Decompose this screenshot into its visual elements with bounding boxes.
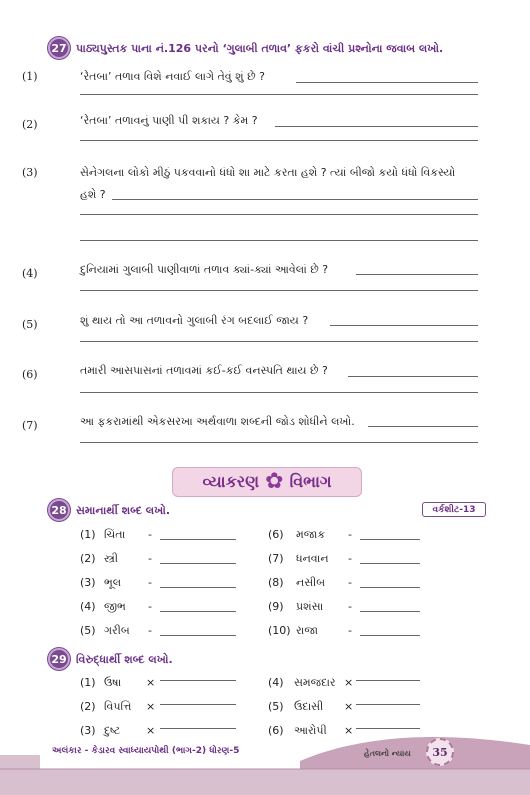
synonym-item-word: નસીબ — [296, 576, 326, 589]
section-27-number: 27 — [48, 37, 70, 59]
answer-line[interactable] — [296, 82, 478, 83]
answer-line[interactable] — [356, 728, 420, 729]
dash-separator: - — [348, 552, 352, 565]
question-7-number: (7) — [22, 419, 38, 432]
question-6-number: (6) — [22, 368, 38, 381]
cross-separator: × — [146, 724, 156, 737]
answer-line[interactable] — [160, 539, 236, 540]
synonym-item-number: (8) — [268, 576, 284, 589]
answer-line[interactable] — [330, 325, 478, 326]
section-29-number: 29 — [48, 648, 70, 670]
lotus-icon: ✿ — [265, 469, 284, 494]
section-28-title: સમાનાર્થી શબ્દ લખો. — [76, 504, 171, 517]
synonym-item-word: ચિંતા — [104, 528, 126, 541]
question-3-text-continued: હશે ? — [80, 188, 106, 201]
question-3-number: (3) — [22, 166, 38, 179]
antonym-item-number: (1) — [80, 676, 96, 689]
antonym-item-word: વિપત્તિ — [104, 700, 132, 713]
answer-line[interactable] — [356, 274, 478, 275]
synonym-item-word: મજાક — [296, 528, 326, 541]
answer-line[interactable] — [112, 199, 478, 200]
answer-line[interactable] — [80, 290, 478, 291]
answer-line[interactable] — [360, 563, 420, 564]
answer-line[interactable] — [160, 611, 236, 612]
synonym-item-number: (9) — [268, 600, 284, 613]
dash-separator: - — [348, 528, 352, 541]
question-5-number: (5) — [22, 318, 38, 331]
synonym-item-number: (10) — [268, 624, 291, 637]
banner-left-word: વ્યાકરણ — [202, 472, 260, 491]
antonym-item-number: (5) — [268, 700, 284, 713]
synonym-item-number: (5) — [80, 624, 96, 637]
dash-separator: - — [148, 576, 152, 589]
answer-line[interactable] — [356, 704, 420, 705]
answer-line[interactable] — [368, 426, 478, 427]
synonym-item-word: સ્ત્રી — [104, 552, 118, 565]
synonym-item-number: (1) — [80, 528, 96, 541]
answer-line[interactable] — [80, 392, 478, 393]
synonym-item-word: ગરીબ — [104, 624, 130, 637]
answer-line[interactable] — [80, 442, 478, 443]
answer-line[interactable] — [360, 611, 420, 612]
section-28-number: 28 — [48, 499, 70, 521]
cross-separator: × — [146, 700, 156, 713]
section-29-title: વિરુદ્ધાર્થી શબ્દ લખો. — [76, 653, 173, 666]
antonym-item-word: આરોપી — [294, 724, 327, 737]
dash-separator: - — [348, 576, 352, 589]
question-4-text: દુનિયામાં ગુલાબી પાણીવાળાં તળાવ ક્યાં-ક્યાં આવેલાં છે ? — [80, 263, 329, 276]
question-2-number: (2) — [22, 118, 38, 131]
antonym-item-word: દુષ્ટ — [104, 724, 121, 737]
cross-separator: × — [344, 700, 354, 713]
synonym-item-number: (3) — [80, 576, 96, 589]
antonym-item-word: ઉદાસી — [294, 700, 324, 713]
answer-line[interactable] — [80, 94, 478, 95]
synonym-item-word: ભૂલ — [104, 576, 122, 589]
synonym-item-number: (6) — [268, 528, 284, 541]
worksheet-badge: વર્કશીટ-13 — [422, 502, 486, 517]
answer-line[interactable] — [160, 635, 236, 636]
answer-line[interactable] — [80, 341, 478, 342]
question-3-text: સેનેગલના લોકો મીઠું પકવવાનો ધંધો શા માટે કરતા હશે ? ત્યાં બીજો કયો ધંધો વિકસ્યો — [80, 166, 456, 179]
answer-line[interactable] — [360, 539, 420, 540]
footer-book-title: અલંકાર - કેડારવ સ્વાધ્યાયપોથી (ભાગ-2) ધોરણ-5 — [52, 746, 240, 756]
synonym-item-word: રાજા — [296, 624, 318, 637]
antonym-item-word: ઉષા — [104, 676, 122, 689]
answer-line[interactable] — [160, 704, 236, 705]
question-2-text: ‘રેતબા’ તળાવનું પાણી પી શકાય ? કેમ ? — [80, 114, 258, 127]
answer-line[interactable] — [160, 587, 236, 588]
answer-line[interactable] — [160, 563, 236, 564]
question-6-text: તમારી આસપાસનાં તળાવમાં કઈ-કઈ વનસ્પતિ થાય છે ? — [80, 364, 328, 377]
cross-separator: × — [146, 676, 156, 689]
synonym-item-number: (7) — [268, 552, 284, 565]
answer-line[interactable] — [348, 376, 478, 377]
antonym-item-word: સમજદાર — [294, 676, 336, 689]
section-27-title: પાઠ્યપુસ્તક પાના નં.126 પરનો ‘ગુલાબી તળાવ’ ફકરો વાંચી પ્રશ્નોના જવાબ લખો. — [76, 42, 444, 55]
question-1-number: (1) — [22, 70, 38, 83]
banner-right-word: વિભાગ — [289, 472, 332, 491]
answer-line[interactable] — [356, 680, 420, 681]
question-4-number: (4) — [22, 267, 38, 280]
answer-line[interactable] — [360, 635, 420, 636]
question-5-text: શું થાય તો આ તળાવનો ગુલાબી રંગ બદલાઈ જાય ? — [80, 314, 309, 327]
answer-line[interactable] — [80, 214, 478, 215]
antonym-item-number: (2) — [80, 700, 96, 713]
synonym-item-word: ધનવાન — [296, 552, 329, 565]
cross-separator: × — [344, 676, 354, 689]
answer-line[interactable] — [275, 126, 478, 127]
grammar-section-banner — [172, 467, 362, 497]
answer-line[interactable] — [360, 587, 420, 588]
synonym-item-word: જીભ — [104, 600, 126, 613]
answer-line[interactable] — [160, 680, 236, 681]
page-number: 35 — [426, 738, 454, 766]
answer-line[interactable] — [80, 240, 478, 241]
dash-separator: - — [148, 600, 152, 613]
dash-separator: - — [148, 528, 152, 541]
synonym-item-number: (4) — [80, 600, 96, 613]
footer-chapter-title: હેતલનો ન્યાય — [364, 749, 411, 758]
question-7-text: આ ફકરામાંથી એકસરખા અર્થવાળા શબ્દની જોડ શોધીને લખો. — [80, 415, 355, 428]
antonym-item-number: (3) — [80, 724, 96, 737]
antonym-item-number: (6) — [268, 724, 284, 737]
antonym-item-number: (4) — [268, 676, 284, 689]
question-1-text: ‘રેતબા’ તળાવ વિશે નવાઈ લાગે તેવું શું છે ? — [80, 70, 265, 83]
synonym-item-word: પ્રશંસા — [296, 600, 324, 613]
dash-separator: - — [148, 552, 152, 565]
dash-separator: - — [348, 624, 352, 637]
answer-line[interactable] — [80, 140, 478, 141]
answer-line[interactable] — [160, 728, 236, 729]
dash-separator: - — [148, 624, 152, 637]
dash-separator: - — [348, 600, 352, 613]
cross-separator: × — [344, 724, 354, 737]
synonym-item-number: (2) — [80, 552, 96, 565]
